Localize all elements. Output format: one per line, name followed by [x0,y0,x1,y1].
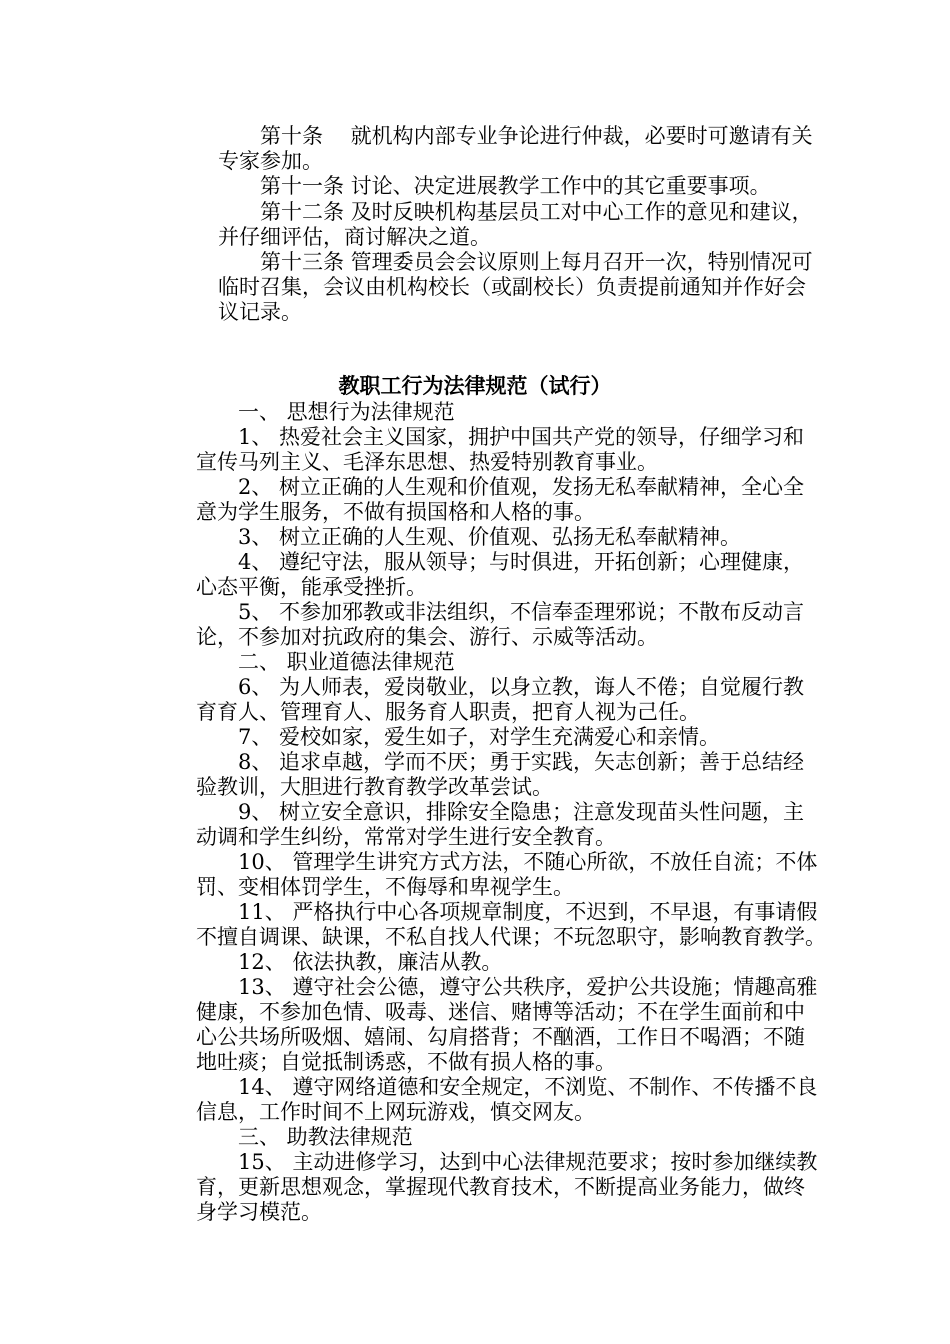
item-1-line-2: 宣传马列主义、毛泽东思想、热爱特别教育事业。 [196,450,658,474]
article-10-line-2: 专家参加。 [218,149,323,173]
item-12-line-1: 12、 依法执教，廉洁从教。 [238,950,503,974]
section-title: 教职工行为法律规范（试行） [338,373,612,398]
heading-2: 二、 职业道德法律规范 [238,650,455,674]
article-13-line-2: 临时召集，会议由机构校长（或副校长）负责提前通知并作好会 [218,275,806,299]
item-15-line-2: 育，更新思想观念，掌握现代教育技术，不断提高业务能力，做终 [196,1175,805,1199]
item-4-line-1: 4、 遵纪守法，服从领导；与时俱进，开拓创新；心理健康， [238,550,805,574]
article-13-line-3: 议记录。 [218,300,302,324]
item-14-line-2: 信息，工作时间不上网玩游戏，慎交网友。 [196,1100,595,1124]
item-9-line-2: 动调和学生纠纷，常常对学生进行安全教育。 [196,825,616,849]
item-15-line-3: 身学习模范。 [196,1200,322,1224]
item-8-line-2: 验教训，大胆进行教育教学改革尝试。 [196,775,553,799]
item-11-line-1: 11、 严格执行中心各项规章制度，不迟到，不早退，有事请假 [238,900,818,924]
item-15-line-1: 15、 主动进修学习，达到中心法律规范要求；按时参加继续教 [238,1150,818,1174]
item-2-line-1: 2、 树立正确的人生观和价值观，发扬无私奉献精神，全心全 [238,475,805,499]
article-11-line-1: 第十一条 讨论、决定进展教学工作中的其它重要事项。 [260,174,771,198]
heading-3: 三、 助教法律规范 [238,1125,413,1149]
article-13-line-1: 第十三条 管理委员会会议原则上每月召开一次，特别情况可 [260,250,813,274]
item-13-line-3: 心公共场所吸烟、嬉闹、勾肩搭背；不酗酒，工作日不喝酒；不随 [196,1025,805,1049]
item-4-line-2: 心态平衡，能承受挫折。 [196,575,427,599]
item-13-line-2: 健康，不参加色情、吸毒、迷信、赌博等活动；不在学生面前和中 [196,1000,805,1024]
item-6-line-2: 育育人、管理育人、服务育人职责，把育人视为己任。 [196,700,700,724]
item-5-line-2: 论，不参加对抗政府的集会、游行、示威等活动。 [196,625,658,649]
item-6-line-1: 6、 为人师表，爱岗敬业，以身立教，诲人不倦；自觉履行教 [238,675,805,699]
item-7-line-1: 7、 爱校如家，爱生如子，对学生充满爱心和亲情。 [238,725,721,749]
item-8-line-1: 8、 追求卓越，学而不厌；勇于实践，矢志创新；善于总结经 [238,750,805,774]
item-10-line-1: 10、 管理学生讲究方式方法，不随心所欲，不放任自流；不体 [238,850,818,874]
item-14-line-1: 14、 遵守网络道德和安全规定，不浏览、不制作、不传播不良 [238,1075,818,1099]
item-5-line-1: 5、 不参加邪教或非法组织，不信奉歪理邪说；不散布反动言 [238,600,805,624]
item-1-line-1: 1、 热爱社会主义国家，拥护中国共产党的领导，仔细学习和 [238,425,805,449]
item-10-line-2: 罚、变相体罚学生，不侮辱和卑视学生。 [196,875,574,899]
item-13-line-4: 地吐痰；自觉抵制诱惑，不做有损人格的事。 [196,1050,616,1074]
heading-1: 一、 思想行为法律规范 [238,400,455,424]
item-13-line-1: 13、 遵守社会公德，遵守公共秩序，爱护公共设施；情趣高雅 [238,975,818,999]
item-3-line-1: 3、 树立正确的人生观、价值观、弘扬无私奉献精神。 [238,525,742,549]
item-11-line-2: 不擅自调课、缺课，不私自找人代课；不玩忽职守，影响教育教学。 [196,925,826,949]
article-10-line-1: 第十条 就机构内部专业争论进行仲裁，必要时可邀请有关 [260,124,813,148]
item-9-line-1: 9、 树立安全意识，排除安全隐患；注意发现苗头性问题，主 [238,800,805,824]
article-12-line-2: 并仔细评估，商讨解决之道。 [218,225,491,249]
article-12-line-1: 第十二条 及时反映机构基层员工对中心工作的意见和建议， [260,200,813,224]
item-2-line-2: 意为学生服务，不做有损国格和人格的事。 [196,500,595,524]
